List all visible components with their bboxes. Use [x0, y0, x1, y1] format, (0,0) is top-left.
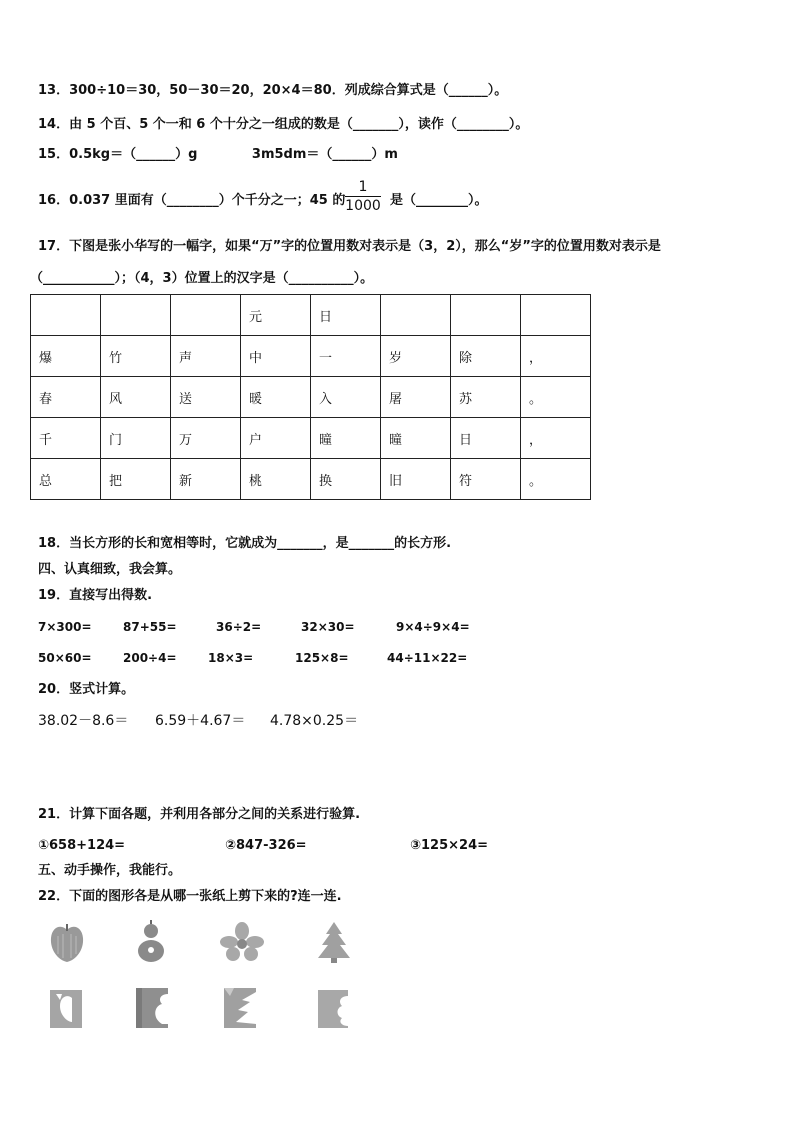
grid-row: [31, 295, 591, 336]
grid-row: [31, 459, 591, 500]
tree-shape[interactable]: [314, 920, 354, 964]
grid-cell: 旧: [381, 459, 451, 500]
grid-cell: 曈: [311, 418, 381, 459]
grid-cell: 除: [451, 336, 521, 377]
grid-cell: 岁: [381, 336, 451, 377]
fraction-numerator: 1: [358, 179, 368, 195]
grid-cell: [451, 295, 521, 336]
fraction-bar: [345, 196, 381, 197]
calc-item: 9×4÷9×4=: [396, 620, 470, 634]
question-15-part-a: 15．0.5kg＝（______）g: [38, 147, 198, 162]
calc-item: 18×3=: [208, 651, 254, 665]
section-5-heading: 五、动手操作，我能行。: [38, 863, 182, 878]
grid-cell: 屠: [381, 377, 451, 418]
grid-cell: [381, 295, 451, 336]
grid-cell: ，: [521, 336, 591, 377]
grid-cell: 爆: [31, 336, 101, 377]
question-20: 20．竖式计算。: [38, 682, 135, 697]
flower-shape[interactable]: [220, 922, 264, 962]
paper-apple-cutout[interactable]: [48, 988, 84, 1030]
calc-item: ③125×24=: [410, 838, 489, 853]
grid-cell: 总: [31, 459, 101, 500]
grid-cell: 入: [311, 377, 381, 418]
question-22: 22．下面的图形各是从哪一张纸上剪下来的?连一连.: [38, 889, 342, 904]
grid-cell: 户: [241, 418, 311, 459]
grid-cell: 送: [171, 377, 241, 418]
grid-cell: [101, 295, 171, 336]
grid-cell: 风: [101, 377, 171, 418]
calc-item: 44÷11×22=: [387, 651, 468, 665]
question-13: 13．300÷10＝30，50－30＝20，20×4＝80．列成综合算式是（______）。: [38, 83, 508, 98]
gourd-shape[interactable]: [134, 920, 168, 964]
paper-flower-cutout[interactable]: [316, 988, 350, 1030]
calc-item: 32×30=: [301, 620, 355, 634]
calc-item: 36÷2=: [216, 620, 262, 634]
grid-cell: 中: [241, 336, 311, 377]
grid-row: [31, 336, 591, 377]
paper-gourd-cutout[interactable]: [134, 986, 170, 1030]
question-16-part-b: 是（________）。: [390, 193, 488, 208]
grid-cell: 曈: [381, 418, 451, 459]
grid-cell: 声: [171, 336, 241, 377]
calc-item: 50×60=: [38, 651, 92, 665]
grid-cell: 暖: [241, 377, 311, 418]
paper-tree-cutout[interactable]: [222, 986, 258, 1030]
calc-item: ②847-326=: [225, 838, 307, 853]
poem-grid-table: [30, 294, 591, 500]
grid-cell: 苏: [451, 377, 521, 418]
grid-cell: 门: [101, 418, 171, 459]
question-15-part-b: 3m5dm＝（______）m: [251, 147, 398, 162]
grid-cell: 把: [101, 459, 171, 500]
grid-cell: 一: [311, 336, 381, 377]
grid-cell: ，: [521, 418, 591, 459]
grid-cell: 万: [171, 418, 241, 459]
calc-item: ①658+124=: [38, 838, 126, 853]
question-21: 21．计算下面各题，并利用各部分之间的关系进行验算.: [38, 807, 361, 822]
grid-cell: 符: [451, 459, 521, 500]
grid-cell: 元: [241, 295, 311, 336]
grid-cell: [521, 295, 591, 336]
fraction-one-thousandth: [345, 179, 381, 214]
grid-cell: 换: [311, 459, 381, 500]
question-18: 18．当长方形的长和宽相等时，它就成为_______，是_______的长方形.: [38, 536, 452, 551]
question-15: [38, 146, 398, 164]
grid-cell: 千: [31, 418, 101, 459]
grid-cell: [31, 295, 101, 336]
question-14: 14．由 5 个百、5 个一和 6 个十分之一组成的数是（_______），读作（________）。: [38, 117, 529, 132]
question-17-line-1: 17．下图是张小华写的一幅字，如果“万”字的位置用数对表示是（3，2），那么“岁”字的位置用数对表示是: [38, 239, 661, 254]
grid-cell: 春: [31, 377, 101, 418]
question-17-line-2: （___________）；（4，3）位置上的汉字是（__________）。: [30, 271, 374, 286]
vertical-calc-item: 6.59＋4.67＝: [155, 713, 246, 729]
grid-cell: 桃: [241, 459, 311, 500]
calc-item: 200÷4=: [123, 651, 177, 665]
grid-row: [31, 377, 591, 418]
grid-cell: 日: [451, 418, 521, 459]
grid-cell: 日: [311, 295, 381, 336]
vertical-calc-item: 4.78×0.25＝: [270, 713, 359, 729]
grid-cell: 。: [521, 377, 591, 418]
grid-cell: [171, 295, 241, 336]
question-19: 19．直接写出得数.: [38, 588, 153, 603]
calc-item: 87+55=: [123, 620, 177, 634]
fraction-denominator: 1000: [345, 198, 381, 214]
grid-cell: 新: [171, 459, 241, 500]
calc-item: 7×300=: [38, 620, 92, 634]
apple-shape[interactable]: [48, 922, 86, 964]
section-4-heading: 四、认真细致，我会算。: [38, 562, 182, 577]
grid-cell: 。: [521, 459, 591, 500]
grid-cell: 竹: [101, 336, 171, 377]
vertical-calc-item: 38.02－8.6＝: [38, 713, 129, 729]
calc-item: 125×8=: [295, 651, 349, 665]
question-16-part-a: 16．0.037 里面有（________）个千分之一；45 的: [38, 193, 346, 208]
grid-row: [31, 418, 591, 459]
